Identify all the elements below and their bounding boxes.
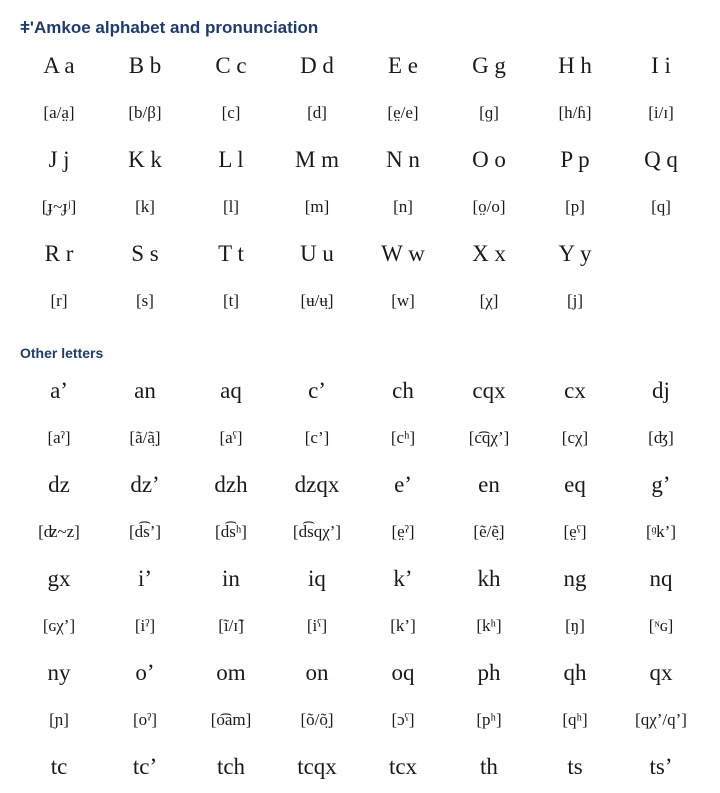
letter-cell: nq [649, 565, 673, 591]
letter-cell: dz’ [130, 471, 160, 497]
letter-cell: dzqx [294, 471, 340, 497]
letter-cell: ts [567, 753, 583, 779]
ipa-cell: [ɲ] [49, 709, 69, 729]
ipa-cell: [d] [307, 102, 327, 122]
ipa-cell: [o͡am] [210, 709, 252, 729]
ipa-cell: [ᶰɢ] [648, 615, 674, 635]
letter-cell: U u [300, 240, 334, 266]
letter-cell: P p [560, 146, 590, 172]
ipa-cell: [iˤ] [306, 615, 328, 635]
ipa-cell: [iˀ] [134, 615, 156, 635]
letter-cell [618, 230, 704, 277]
ipa-cell: [ŋ] [565, 615, 585, 635]
ipa-cell: [e̤ˀ] [391, 521, 415, 541]
letter-cell: tcqx [297, 753, 337, 779]
letter-cell: ph [477, 659, 501, 685]
alphabet-grid [16, 42, 704, 324]
ipa-cell: [ɟ~ɟʲ] [41, 196, 77, 216]
letter-cell: tc’ [132, 753, 158, 779]
ipa-cell: [d͡s’] [128, 521, 162, 541]
ipa-cell: [ĩ/ɪ̃] [218, 615, 244, 635]
letter-cell: R r [44, 240, 74, 266]
ipa-cell: [cχ] [561, 427, 589, 447]
ipa-cell: [ʉ/ʉ̤] [300, 290, 334, 310]
letter-cell: tc [50, 753, 68, 779]
letter-cell: dj [652, 377, 670, 403]
letter-cell: D d [300, 52, 334, 78]
letter-cell: aq [220, 377, 242, 403]
ipa-cell: [aˤ] [219, 427, 243, 447]
letter-cell: tch [216, 753, 246, 779]
ipa-cell: [d͡sqχ’] [292, 521, 342, 541]
ipa-cell: [l] [222, 196, 240, 216]
ipa-cell: [aˀ] [47, 427, 71, 447]
letter-cell: g’ [651, 471, 671, 497]
letter-cell: ts’ [649, 753, 673, 779]
ipa-cell: [ɢχ’] [42, 615, 76, 635]
letter-cell: a’ [50, 377, 68, 403]
letter-cell: e’ [394, 471, 412, 497]
ipa-cell: [e̤ˤ] [563, 521, 587, 541]
ipa-cell: [pʰ] [476, 709, 502, 729]
letter-cell: Q q [644, 146, 678, 172]
ipa-cell: [ã/ã̤] [129, 427, 161, 447]
ipa-cell: [k] [135, 196, 155, 216]
letter-cell: dz [48, 471, 70, 497]
letter-cell: gx [47, 565, 71, 591]
ipa-cell: [r] [50, 290, 68, 310]
ipa-cell: [oˀ] [132, 709, 158, 729]
ipa-cell: [qχ’/q’] [635, 709, 687, 729]
ipa-cell: [c’] [304, 427, 330, 447]
ipa-cell: [t] [222, 290, 240, 310]
letter-cell: o’ [135, 659, 155, 685]
letter-cell: B b [128, 52, 162, 78]
letter-cell: oq [391, 659, 415, 685]
ipa-cell: [d͡sʰ] [215, 521, 247, 541]
ipa-cell: [ɔˤ] [391, 709, 415, 729]
ipa-cell: [h/ɦ] [558, 102, 592, 122]
letter-cell: T t [218, 240, 244, 266]
letter-cell: C c [215, 52, 247, 78]
letter-cell: eq [564, 471, 586, 497]
ipa-cell: [a/a̤] [43, 102, 75, 122]
ipa-cell: [m] [304, 196, 330, 216]
ipa-cell: [õ/õ̤] [300, 709, 334, 729]
ipa-cell: [c͡qχ’] [468, 427, 510, 447]
ipa-cell: [ᶢk’] [645, 521, 676, 541]
ipa-cell: [e̤/e] [387, 102, 419, 122]
letter-cell: dzh [214, 471, 248, 497]
letter-cell: cqx [472, 377, 506, 403]
ipa-cell: [q] [651, 196, 671, 216]
letter-cell: K k [128, 146, 162, 172]
letter-cell: i’ [137, 565, 153, 591]
letter-cell: H h [558, 52, 592, 78]
ipa-cell: [ʤ] [648, 427, 674, 447]
letter-cell: A a [43, 52, 75, 78]
letter-cell: J j [48, 146, 70, 172]
letter-cell: om [216, 659, 246, 685]
letter-cell: S s [131, 240, 159, 266]
letter-cell: W w [381, 240, 425, 266]
letter-cell: X x [472, 240, 506, 266]
letter-cell: ny [47, 659, 71, 685]
ipa-cell: [o̤/o] [472, 196, 506, 216]
letter-cell: tcx [388, 753, 418, 779]
ipa-cell [618, 277, 704, 324]
ipa-cell: [c] [221, 102, 241, 122]
ipa-cell: [i/ɪ] [648, 102, 674, 122]
letter-cell: th [480, 753, 498, 779]
ipa-cell: [k’] [390, 615, 416, 635]
letter-cell: ch [392, 377, 414, 403]
ipa-cell: [s] [136, 290, 154, 310]
letter-cell: an [134, 377, 156, 403]
ipa-cell: [n] [393, 196, 413, 216]
letter-cell: I i [651, 52, 671, 78]
letter-cell: qx [649, 659, 673, 685]
letter-cell: in [222, 565, 240, 591]
letter-cell: on [305, 659, 329, 685]
ipa-cell: [p] [565, 196, 585, 216]
ipa-cell: [b/β] [128, 102, 162, 122]
ipa-cell: [qʰ] [562, 709, 588, 729]
letter-cell: O o [472, 146, 506, 172]
ipa-cell: [j] [566, 290, 584, 310]
letter-cell: iq [308, 565, 326, 591]
letter-cell: L l [218, 146, 244, 172]
letter-cell: k’ [393, 565, 413, 591]
ipa-cell: [χ] [479, 290, 499, 310]
ipa-cell: [ẽ/ẽ̤] [473, 521, 505, 541]
letter-cell: M m [294, 146, 340, 172]
letter-cell: c’ [308, 377, 326, 403]
letter-cell: qh [563, 659, 587, 685]
letter-cell: en [478, 471, 500, 497]
ipa-cell: [ɡ] [479, 102, 499, 122]
ipa-cell: [kʰ] [476, 615, 502, 635]
letter-cell: E e [387, 52, 418, 78]
ipa-cell: [ʣ~z] [38, 521, 80, 541]
letter-cell: N n [386, 146, 420, 172]
ipa-cell: [cʰ] [390, 427, 416, 447]
other-letters-grid [16, 367, 704, 790]
letter-cell: Y y [558, 240, 592, 266]
other-letters-heading: Other letters [20, 345, 104, 361]
ipa-cell: [w] [391, 290, 415, 310]
letter-cell: ng [563, 565, 587, 591]
page-title: ǂ'Amkoe alphabet and pronunciation [20, 18, 319, 37]
letter-cell: G g [472, 52, 506, 78]
letter-cell: kh [477, 565, 501, 591]
letter-cell: cx [564, 377, 586, 403]
